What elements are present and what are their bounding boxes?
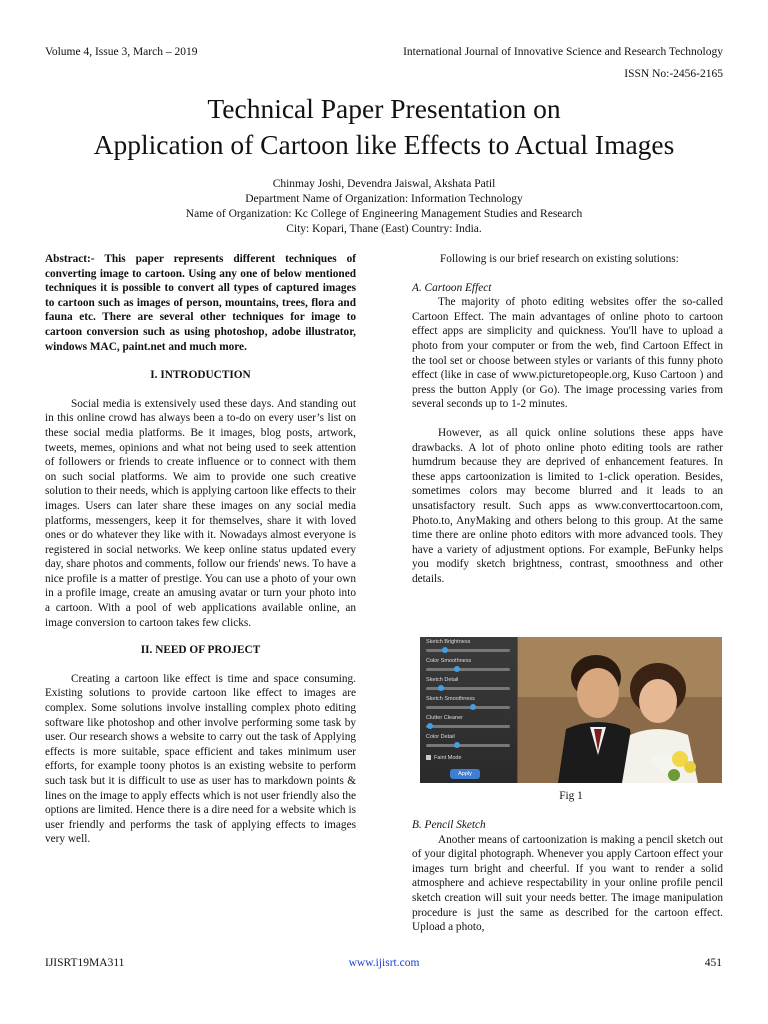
cartoon-paragraph-2: However, as all quick online solutions these apps have drawbacks. A lot of photo online photo editing tools are rather humdrum because they are deprived of enhancement features. In these apps cartoonization is limited to 1-click operation. Besides, sometimes colors may become blurred and it leads to an unsatisfactory result. Such apps as www.converttocartoon.com, Photo.to, AnyMaking and others belong to this group. At the same time there are online photo editors with more advanced tools. They have a variety of adjustment options. For example, BeFunky helps you modify sketch brightness, contrast, smoothness and other details. (412, 426, 723, 585)
slider-knob (442, 647, 448, 653)
right-column (412, 252, 723, 586)
issn: ISSN No:-2456-2165 (624, 68, 723, 80)
journal-url-link[interactable]: www.ijisrt.com (348, 957, 420, 969)
apply-button: Apply (450, 769, 480, 779)
slider-sketch-smoothness: Sketch Smoothness (424, 696, 514, 714)
slider-clutter-cleaner: Clutter Cleaner (424, 715, 514, 733)
pencil-text: Another means of cartoonization is making a pencil sketch out of your digital photograph. Whenever you apply Cartoon effect your images turn bright and cheerful. If you want to render a solid atmosphere and achieve respectability in your online profile pencil sketch creation will suit your needs better. The image manipulation procedure is just the same as described for the cartoon effect. Upload a photo, (412, 833, 723, 934)
subsection-pencil-heading: B. Pencil Sketch (412, 819, 486, 831)
couple-illustration (518, 637, 722, 783)
research-lead: Following is our brief research on existing solutions: (440, 253, 679, 265)
author-names: Chinmay Joshi, Devendra Jaiswal, Akshata Patil (272, 178, 496, 190)
paper-title-line-1: Technical Paper Presentation on (207, 93, 561, 124)
adjustment-panel (420, 637, 518, 783)
cartoon-paragraph-1: The majority of photo editing websites offer the so-called Cartoon Effect. The main advantages of online photo to cartoon effect apps are simplicity and quickness. You'll have to upload a photo from your computer or from the web, find Cartoon Effect in the tool set or choose between styles or variants of this funny photo effect (like in case of www.picturetopeople.org, Kuso Cartoon ) and press the button Apply (or Go). The image processing varies from several seconds up to 1-2 minutes. (412, 296, 723, 411)
pencil-section (412, 818, 723, 935)
slider-color-smoothness: Color Smoothness (424, 658, 514, 676)
figure-befunky-screenshot (420, 637, 722, 783)
faint-mode-checkbox: Faint Mode (426, 755, 462, 761)
subsection-cartoon-heading: A. Cartoon Effect (412, 281, 492, 294)
section-need-heading: II. NEED OF PROJECT (140, 644, 261, 657)
introduction-text: Social media is extensively used these days. And standing out in this online crowd has always been a to-do on every user’s list on these social media platforms. Be it images, blog posts, artwork, tweets, memes, opinions and what not being used to seek attention of followers or friends to create influence or to connect with them on such social platforms. We aim to provide one such creative solution to their needs, which is applying cartoon like effects to their images. Users can later share these images on any social media platforms, messengers, keep it for themselves, share it with loved ones or do whatever they like with it. Nowadays almost everyone is registered in social networks. We keep online status updated every day, share photos and comments, follow our friends' news. To have a nice profile is a matter of prestige. You can use a photo of your own in a profile image, create an amusing avatar or turn your photo into a cartoon. With a pool of web applications available online, an image conversion to cartoon takes few clicks. (45, 397, 356, 629)
slider-knob (470, 704, 476, 710)
slider-sketch-detail: Sketch Detail (424, 677, 514, 695)
author-city: City: Kopari, Thane (East) Country: India. (286, 223, 482, 235)
abstract: Abstract:- This paper represents different techniques of converting image to cartoon. Using any one of below mentioned techniques it is possible to convert all types of captured images to cartoon such as images of person, mountains, trees, flora and fauna etc. There are several other techniques for image to cartoon conversion such as using photoshop, adobe illustrator, windows MAC, paint.net and much more. (45, 253, 356, 353)
left-column (45, 252, 356, 847)
slider-knob (427, 723, 433, 729)
volume-info: Volume 4, Issue 3, March – 2019 (45, 46, 198, 58)
slider-knob (438, 685, 444, 691)
figure-caption: Fig 1 (559, 790, 583, 802)
paper-id: IJISRT19MA311 (45, 957, 125, 969)
author-organization: Name of Organization: Kc College of Engineering Management Studies and Research (185, 208, 583, 220)
section-introduction-heading: I. INTRODUCTION (150, 369, 251, 382)
slider-knob (454, 666, 460, 672)
slider-color-detail: Color Detail (424, 734, 514, 752)
paper-title-line-2: Application of Cartoon like Effects to Actual Images (93, 129, 675, 160)
need-text: Creating a cartoon like effect is time and space consuming. Existing solutions to provide cartoon like effect to images are complex. Some solutions involve installing complex photo editing software like photoshop and other involve performing some task by user. Our research shows a website to carry out the task of Applying effects is more suitable, space efficient and takes minimum user efforts, for example toony photos is an existing website to perform such task but it is difficult to use as user has to markdown points & lines on the image to apply effects which is not user friendly also the options are limited. Hence there is a dire need for a website which is user friendly and performs the task of applying effects to images very well. (45, 672, 356, 846)
slider-sketch-brightness: Sketch Brightness (424, 639, 514, 657)
slider-knob (454, 742, 460, 748)
journal-name: International Journal of Innovative Science and Research Technology (403, 46, 723, 58)
cartoonized-couple-photo (518, 637, 722, 783)
page-number: 451 (704, 957, 722, 969)
author-department: Department Name of Organization: Information Technology (245, 193, 523, 205)
